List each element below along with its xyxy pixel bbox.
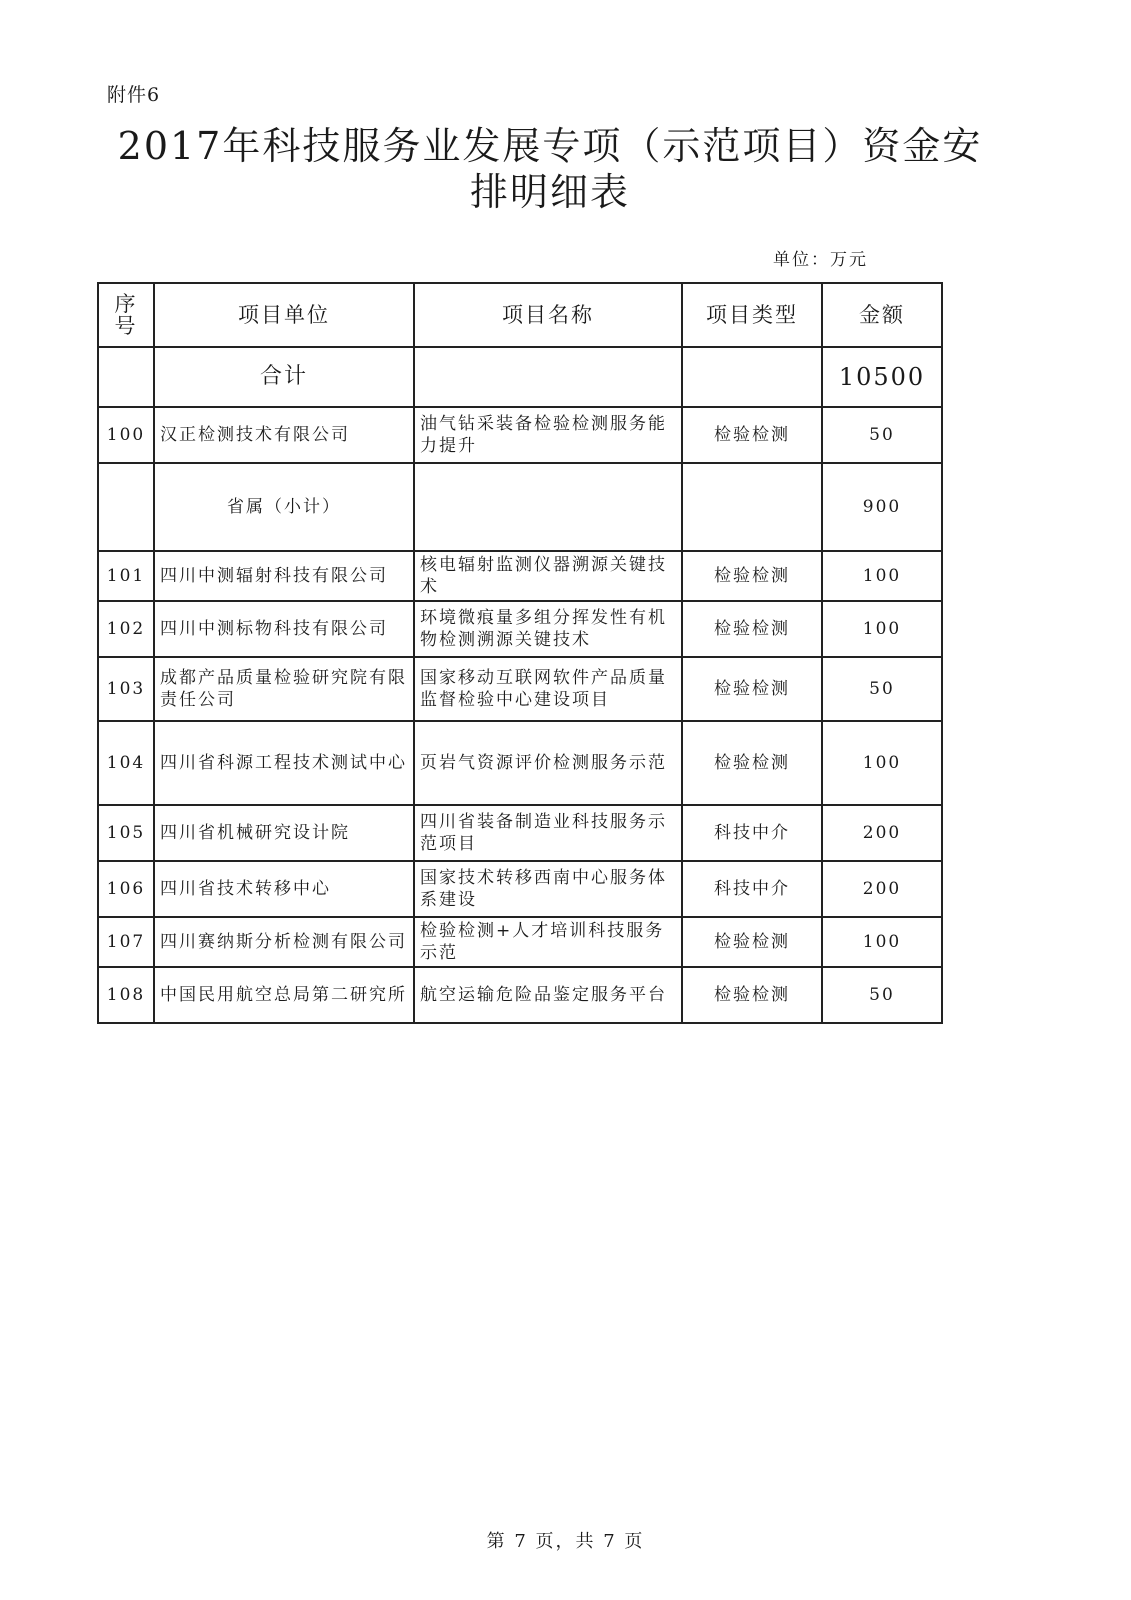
total-label: 合计 (154, 347, 414, 407)
row-index: 105 (98, 805, 154, 861)
row-type: 检验检测 (682, 721, 822, 805)
row-index: 103 (98, 657, 154, 721)
row-unit: 四川省科源工程技术测试中心 (154, 721, 414, 805)
header-name: 项目名称 (414, 283, 682, 347)
page-title-line-2: 排明细表 (469, 170, 630, 214)
row-project-name: 四川省装备制造业科技服务示范项目 (414, 805, 682, 861)
row-type: 检验检测 (682, 967, 822, 1023)
row-amount: 100 (822, 551, 942, 601)
row-amount: 200 (822, 805, 942, 861)
row-type: 检验检测 (682, 917, 822, 967)
header-amount: 金额 (822, 283, 942, 347)
row-type: 检验检测 (682, 551, 822, 601)
total-index-cell (98, 347, 154, 407)
row-amount: 50 (822, 967, 942, 1023)
row-project-name: 国家移动互联网软件产品质量监督检验中心建设项目 (414, 657, 682, 721)
table-row (98, 407, 942, 463)
row-unit: 中国民用航空总局第二研究所 (154, 967, 414, 1023)
unit-label: 单位：万元 (773, 250, 868, 270)
header-type: 项目类型 (682, 283, 822, 347)
row-index: 104 (98, 721, 154, 805)
header-row (98, 283, 942, 347)
row-index: 107 (98, 917, 154, 967)
row-project-name: 环境微痕量多组分挥发性有机物检测溯源关键技术 (414, 601, 682, 657)
row-type: 科技中介 (682, 861, 822, 917)
row-project-name: 油气钻采装备检验检测服务能力提升 (414, 407, 682, 463)
funding-table (97, 282, 943, 1024)
total-type-cell (682, 347, 822, 407)
table-row (98, 721, 942, 805)
row-index: 108 (98, 967, 154, 1023)
table-row (98, 917, 942, 967)
row-amount: 100 (822, 721, 942, 805)
row-project-name: 检验检测+人才培训科技服务示范 (414, 917, 682, 967)
subtotal-type-cell (682, 463, 822, 551)
row-unit: 四川赛纳斯分析检测有限公司 (154, 917, 414, 967)
row-index: 106 (98, 861, 154, 917)
row-type: 检验检测 (682, 601, 822, 657)
subtotal-label: 省属（小计） (154, 463, 414, 551)
total-row (98, 347, 942, 407)
row-amount: 100 (822, 917, 942, 967)
table-row (98, 861, 942, 917)
row-type: 检验检测 (682, 657, 822, 721)
header-index: 序号 (98, 283, 154, 347)
row-type: 检验检测 (682, 407, 822, 463)
row-amount: 50 (822, 407, 942, 463)
table-row (98, 967, 942, 1023)
row-unit: 四川中测标物科技有限公司 (154, 601, 414, 657)
total-name-cell (414, 347, 682, 407)
table-row (98, 805, 942, 861)
row-amount: 100 (822, 601, 942, 657)
row-project-name: 核电辐射监测仪器溯源关键技术 (414, 551, 682, 601)
table-row (98, 601, 942, 657)
row-project-name: 航空运输危险品鉴定服务平台 (414, 967, 682, 1023)
total-amount: 10500 (822, 347, 942, 407)
row-unit: 汉正检测技术有限公司 (154, 407, 414, 463)
subtotal-row (98, 463, 942, 551)
row-type: 科技中介 (682, 805, 822, 861)
table-row (98, 551, 942, 601)
table-row (98, 657, 942, 721)
row-unit: 成都产品质量检验研究院有限责任公司 (154, 657, 414, 721)
row-index: 101 (98, 551, 154, 601)
row-unit: 四川省机械研究设计院 (154, 805, 414, 861)
subtotal-amount: 900 (822, 463, 942, 551)
page-footer: 第 7 页，共 7 页 (486, 1531, 645, 1552)
page-title-line-1: 2017年科技服务业发展专项（示范项目）资金安 (117, 124, 983, 168)
row-unit: 四川中测辐射科技有限公司 (154, 551, 414, 601)
row-amount: 200 (822, 861, 942, 917)
row-index: 100 (98, 407, 154, 463)
header-unit: 项目单位 (154, 283, 414, 347)
row-index: 102 (98, 601, 154, 657)
row-amount: 50 (822, 657, 942, 721)
subtotal-name-cell (414, 463, 682, 551)
attachment-label: 附件6 (107, 84, 161, 106)
row-project-name: 国家技术转移西南中心服务体系建设 (414, 861, 682, 917)
subtotal-index-cell (98, 463, 154, 551)
row-project-name: 页岩气资源评价检测服务示范 (414, 721, 682, 805)
row-unit: 四川省技术转移中心 (154, 861, 414, 917)
